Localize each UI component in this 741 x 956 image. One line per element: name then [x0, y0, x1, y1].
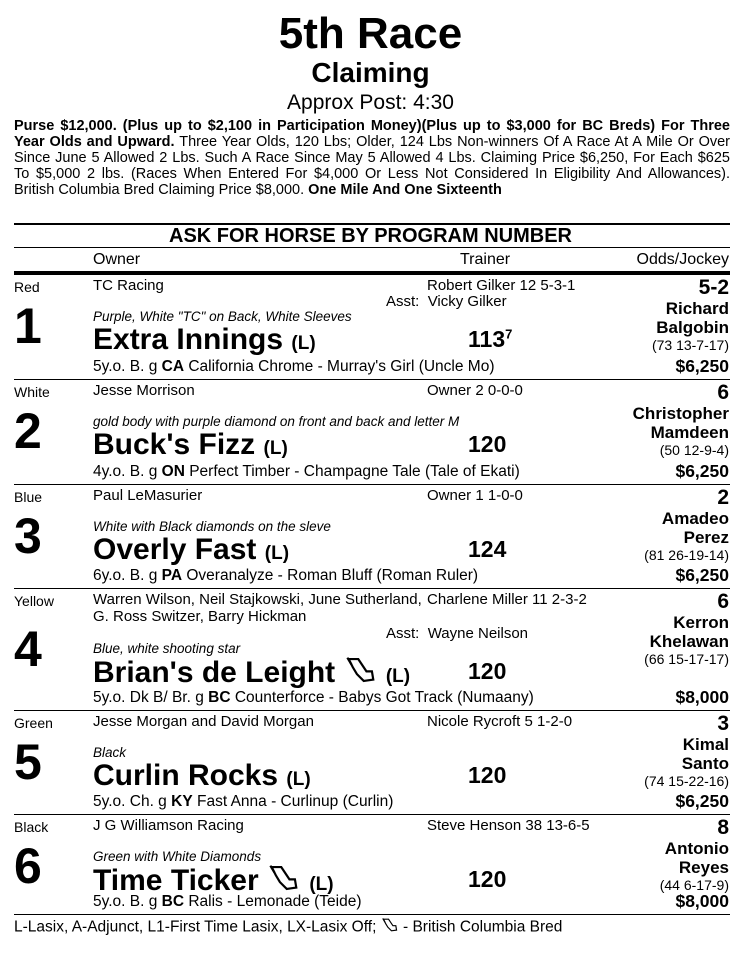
- owner-name: Warren Wilson, Neil Stajkowski, June Sutherland, G. Ross Switzer, Barry Hickman: [93, 591, 422, 625]
- weight: [468, 536, 506, 563]
- jockey-last-name: Perez: [683, 528, 729, 547]
- medication: (L): [309, 873, 334, 895]
- jockey-first-name: Richard: [665, 299, 729, 318]
- horse-name: Overly Fast: [93, 533, 257, 566]
- morning-line-odds: 6: [717, 381, 729, 404]
- weight: [468, 866, 506, 893]
- pedigree: [93, 793, 393, 811]
- jockey-first-name: Antonio: [664, 839, 729, 858]
- race-conditions: [14, 118, 730, 198]
- trainer-name: Steve Henson 38 13-6-5: [427, 817, 590, 834]
- conditions-body: Three Year Olds, 120 Lbs; Older, 124 Lbs Non-winners Of A Race At A Mile Or Over Since June 5 Allowed 2 Lbs. Such A Race Since May 5 Allowed 4 Lbs. Claiming Price $6,250, For Each $625 To $5,000 2 lbs. (Races When Entered For $4,000 Or Less Not Considered In Eligibility And Allowances). British Columbia Bred Claiming Price $8,000.: [14, 134, 731, 198]
- trainer-name: Nicole Rycroft 5 1-2-0: [427, 713, 573, 730]
- saddle-cloth-color: Red: [14, 279, 40, 295]
- saddle-cloth-color: Black: [14, 819, 49, 835]
- claiming-price: $6,250: [675, 356, 729, 376]
- post-time: Approx Post: 4:30: [287, 91, 454, 114]
- trainer-column-header: Trainer: [460, 251, 511, 268]
- silks-description: Blue, white shooting star: [93, 641, 241, 656]
- odds-jockey-column-header: Odds/Jockey: [636, 251, 729, 268]
- weight-value: 120: [468, 866, 507, 892]
- age-sex: 4y.o. B. g: [93, 463, 158, 480]
- row-divider: [14, 914, 730, 915]
- purse-text: Purse $12,000. (Plus up to $2,100 in Participation Money)(Plus up to $3,000 for BC Breds) For Three Year Olds and Upward.: [14, 118, 730, 150]
- foaling-state: BC: [161, 893, 185, 910]
- medication: (L): [385, 665, 411, 687]
- claiming-price: $6,250: [675, 791, 729, 811]
- weight-value: 120: [468, 658, 507, 684]
- breeding: Overanalyze - Roman Bluff (Roman Ruler): [186, 567, 479, 584]
- jockey-last-name: Santo: [681, 754, 729, 773]
- jockey-first-name: Amadeo: [661, 509, 729, 528]
- race-type: Claiming: [311, 57, 430, 88]
- foaling-state: KY: [171, 793, 193, 810]
- bc-bred-legend: - British Columbia Bred: [403, 918, 563, 936]
- saddle-cloth-color: Yellow: [14, 593, 54, 609]
- morning-line-odds: 6: [717, 590, 729, 613]
- divider: [14, 247, 730, 248]
- pedigree: [93, 893, 362, 911]
- age-sex: 5y.o. Ch. g: [93, 793, 167, 810]
- pedigree: [93, 463, 520, 481]
- weight-value: 113: [468, 326, 506, 352]
- program-number: 4: [14, 621, 42, 677]
- horse-name: Time Ticker: [93, 863, 259, 897]
- jockey-last-name: Reyes: [678, 858, 729, 877]
- bc-bred-icon: [344, 655, 378, 693]
- jockey-last-name: Mamdeen: [650, 423, 729, 442]
- asst-name: Vicky Gilker: [427, 293, 507, 310]
- horse-name: Extra Innings: [93, 323, 284, 356]
- morning-line-odds: 3: [717, 712, 729, 735]
- assistant-trainer: [386, 293, 507, 310]
- age-sex: 5y.o. Dk B/ Br. g: [93, 689, 204, 706]
- jockey-stats: (81 26-19-14): [644, 547, 729, 563]
- weight: [468, 431, 506, 458]
- trainer-name: Owner 1 1-0-0: [427, 487, 523, 504]
- medication: (L): [263, 438, 288, 459]
- foaling-state: PA: [161, 567, 183, 584]
- jockey-first-name: Kerron: [673, 613, 729, 632]
- saddle-cloth-color: White: [14, 384, 50, 400]
- trainer-name: Robert Gilker 12 5-3-1: [427, 277, 576, 294]
- owner-name: Jesse Morgan and David Morgan: [93, 713, 314, 730]
- asst-name: Wayne Neilson: [427, 625, 529, 642]
- horse-name-line: [93, 533, 289, 571]
- jockey-stats: (66 15-17-17): [644, 651, 729, 667]
- claiming-price: $6,250: [675, 461, 729, 481]
- foaling-state: ON: [161, 463, 185, 480]
- medication: (L): [291, 333, 316, 354]
- medication-legend: L-Lasix, A-Adjunct, L1-First Time Lasix, LX-Lasix Off;: [14, 918, 377, 936]
- weight: [468, 326, 512, 353]
- age-sex: 5y.o. B. g: [93, 358, 158, 375]
- silks-description: gold body with purple diamond on front and back and letter M: [93, 414, 460, 429]
- program-number-banner: ASK FOR HORSE BY PROGRAM NUMBER: [169, 225, 572, 247]
- horse-name-line: [93, 323, 316, 361]
- claiming-price: $8,000: [675, 891, 729, 911]
- breeding: Ralis - Lemonade (Teide): [188, 893, 362, 910]
- program-number: 3: [14, 508, 42, 564]
- saddle-cloth-color: Green: [14, 715, 53, 731]
- entry-row: [0, 815, 741, 915]
- horse-name-line: [93, 428, 288, 466]
- medication: (L): [264, 543, 290, 564]
- silks-description: White with Black diamonds on the sleve: [93, 519, 331, 534]
- age-sex: 6y.o. B. g: [93, 567, 158, 584]
- trainer-name: Owner 2 0-0-0: [427, 382, 523, 399]
- program-number: 6: [14, 838, 42, 894]
- foaling-state: BC: [208, 689, 231, 706]
- owner-name: Jesse Morrison: [93, 382, 195, 399]
- jockey-first-name: Christopher: [632, 404, 729, 423]
- program-number: 1: [14, 298, 42, 354]
- horse-name-line: [93, 759, 311, 797]
- weight-value: 124: [468, 536, 507, 562]
- breeding: Fast Anna - Curlinup (Curlin): [196, 793, 394, 810]
- program-number: 5: [14, 734, 42, 790]
- asst-label: Asst:: [386, 293, 420, 310]
- weight-allowance: 7: [505, 326, 513, 342]
- jockey-stats: (73 13-7-17): [651, 337, 729, 353]
- entry-row: [0, 711, 741, 815]
- silks-description: Black: [93, 745, 127, 760]
- silks-description: Purple, White "TC" on Back, White Sleeves: [93, 309, 352, 324]
- entry-row: [0, 485, 741, 589]
- pedigree: [93, 689, 534, 707]
- trainer-name: Charlene Miller 11 2-3-2: [427, 591, 587, 608]
- distance-text: One Mile And One Sixteenth: [304, 182, 502, 198]
- owner-column-header: Owner: [93, 251, 141, 268]
- owner-name: Paul LeMasurier: [93, 487, 203, 504]
- jockey-first-name: Kimal: [682, 735, 729, 754]
- breeding: Perfect Timber - Champagne Tale (Tale of Ekati): [189, 463, 520, 480]
- owner-name: J G Williamson Racing: [93, 817, 244, 834]
- age-sex: 5y.o. B. g: [93, 893, 158, 910]
- silks-description: Green with White Diamonds: [93, 849, 262, 864]
- jockey-last-name: Balgobin: [656, 318, 729, 337]
- breeding: California Chrome - Murray's Girl (Uncle Mo): [188, 358, 495, 375]
- horse-name: Curlin Rocks: [93, 759, 279, 792]
- horse-name: Brian's de Leight: [93, 655, 336, 689]
- jockey-stats: (50 12-9-4): [659, 442, 729, 458]
- entry-row: [0, 380, 741, 485]
- race-title: 5th Race: [278, 9, 463, 58]
- entry-row: [0, 589, 741, 711]
- weight: [468, 762, 506, 789]
- foaling-state: CA: [161, 358, 185, 375]
- weight-value: 120: [468, 431, 507, 457]
- jockey-stats: (74 15-22-16): [644, 773, 729, 789]
- horse-name: Buck's Fizz: [93, 428, 256, 461]
- saddle-cloth-color: Blue: [14, 489, 43, 505]
- jockey-last-name: Khelawan: [649, 632, 729, 651]
- entry-row: [0, 275, 741, 380]
- breeding: Counterforce - Babys Got Track (Numaany): [234, 689, 534, 706]
- asst-label: Asst:: [386, 625, 420, 642]
- claiming-price: $6,250: [675, 565, 729, 585]
- weight-value: 120: [468, 762, 507, 788]
- program-number: 2: [14, 403, 42, 459]
- pedigree: [93, 358, 494, 376]
- pedigree: [93, 567, 478, 585]
- jockey-stats: (44 6-17-9): [659, 877, 729, 893]
- medication: (L): [286, 769, 311, 790]
- owner-name: TC Racing: [93, 277, 164, 294]
- claiming-price: $8,000: [675, 687, 729, 707]
- morning-line-odds: 5-2: [698, 276, 729, 299]
- footer-legend: [14, 917, 562, 938]
- weight: [468, 658, 506, 685]
- morning-line-odds: 2: [717, 486, 729, 509]
- morning-line-odds: 8: [717, 816, 729, 839]
- assistant-trainer: [386, 625, 528, 642]
- bc-bred-icon: [381, 917, 399, 938]
